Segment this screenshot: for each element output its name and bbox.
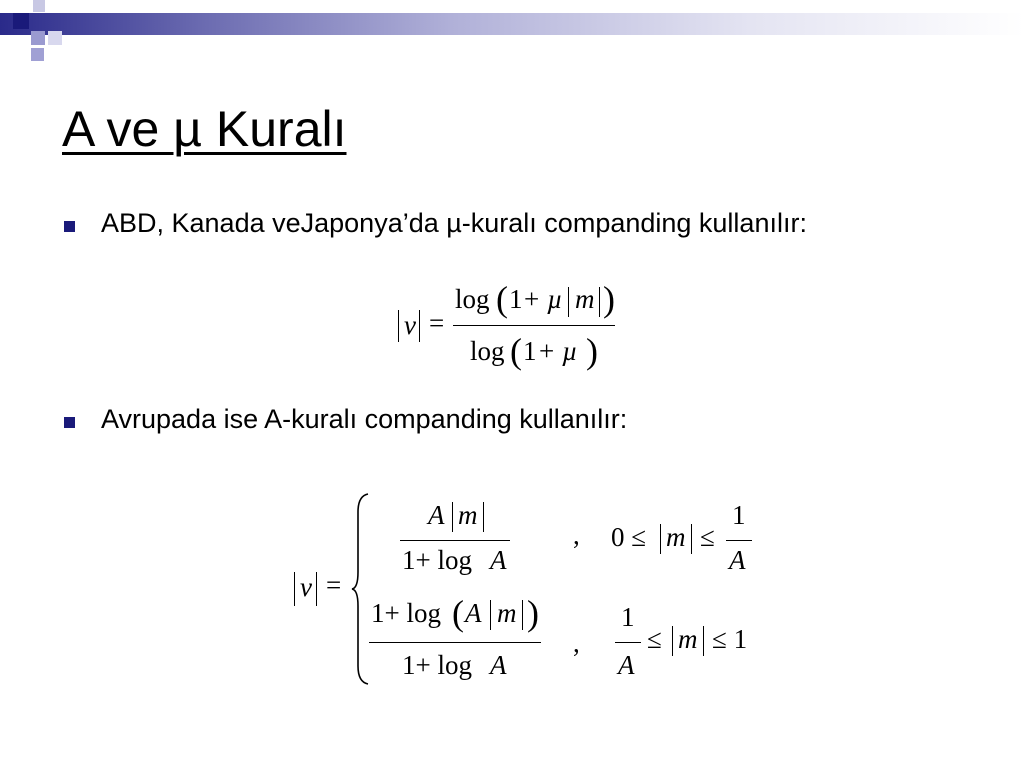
abs-bar: [316, 572, 317, 606]
case2-comma: ,: [573, 628, 580, 658]
case1-den: 1+ log: [402, 545, 472, 575]
paren-open: (: [452, 593, 464, 633]
header-band: [0, 13, 1024, 35]
abs-bar: [660, 524, 661, 554]
var-v: v: [300, 572, 312, 602]
case2-den: 1+ log: [402, 650, 472, 680]
abs-bar: [452, 502, 453, 532]
case2-cond-frac-den: A: [618, 650, 635, 680]
den-plus: +: [539, 336, 555, 366]
num-one: 1: [509, 284, 523, 314]
fraction-line: [453, 325, 615, 326]
abs-bar: [490, 600, 491, 630]
paren-open: (: [510, 331, 522, 371]
case2-cond-fraction-line: [615, 642, 641, 643]
equals-sign: =: [429, 308, 445, 338]
abs-bar: [483, 502, 484, 532]
abs-bar: [294, 572, 295, 606]
abs-bar: [672, 626, 673, 656]
case1-cond-m: m: [666, 522, 686, 552]
num-mu: µ: [547, 284, 563, 314]
header-square-mid: [31, 31, 45, 45]
case2-num-A: A: [465, 598, 482, 628]
abs-bar: [599, 287, 600, 317]
case1-fraction-line: [400, 540, 510, 541]
header-square-dark: [13, 13, 29, 29]
left-brace: [350, 492, 372, 686]
case1-den-A: A: [490, 545, 507, 575]
case2-fraction-line: [369, 642, 541, 643]
case1-cond-fraction-line: [726, 540, 752, 541]
case2-num-m: m: [497, 598, 517, 628]
bullet-text-a-law: Avrupada ise A-kuralı companding kullanılır:: [101, 404, 628, 434]
case2-cond-frac-num: 1: [621, 602, 635, 632]
equals-sign: =: [326, 570, 342, 600]
case2-num-prefix: 1+ log: [371, 598, 441, 628]
case1-cond-frac-den: A: [729, 545, 746, 575]
case2-cond-m: m: [678, 624, 698, 654]
case1-cond-frac-num: 1: [732, 500, 746, 530]
num-log: log: [455, 284, 490, 314]
header-square-small: [31, 48, 44, 61]
abs-bar: [398, 310, 399, 342]
case2-cond-le2: ≤ 1: [712, 624, 748, 654]
bullet-marker: [64, 417, 75, 428]
paren-close: ): [586, 331, 598, 371]
case1-num-A: A: [428, 500, 445, 530]
slide-title: A ve µ Kuralı: [62, 101, 347, 157]
case1-num-m: m: [458, 500, 478, 530]
bullet-marker: [64, 221, 75, 232]
den-log: log: [470, 336, 505, 366]
case1-cond-le: ≤: [700, 522, 715, 552]
case2-cond-le1: ≤: [647, 624, 662, 654]
header-square-light: [33, 0, 45, 12]
num-m: m: [575, 284, 595, 314]
header-square-pale: [48, 31, 62, 45]
bullet-text-mu-law: ABD, Kanada veJaponya’da µ-kuralı companding kullanılır:: [101, 208, 807, 238]
var-v: v: [404, 310, 416, 340]
case2-den-A: A: [490, 650, 507, 680]
abs-bar: [691, 524, 692, 554]
den-mu: µ: [562, 336, 578, 366]
paren-open: (: [496, 279, 508, 319]
abs-bar: [419, 310, 420, 342]
abs-bar: [568, 287, 569, 317]
paren-close: ): [603, 279, 615, 319]
abs-bar: [522, 600, 523, 630]
case1-cond-zero: 0 ≤: [611, 522, 647, 552]
paren-close: ): [527, 593, 539, 633]
abs-bar: [703, 626, 704, 656]
case1-comma: ,: [573, 520, 580, 550]
den-one: 1: [523, 336, 537, 366]
num-plus: +: [524, 284, 540, 314]
